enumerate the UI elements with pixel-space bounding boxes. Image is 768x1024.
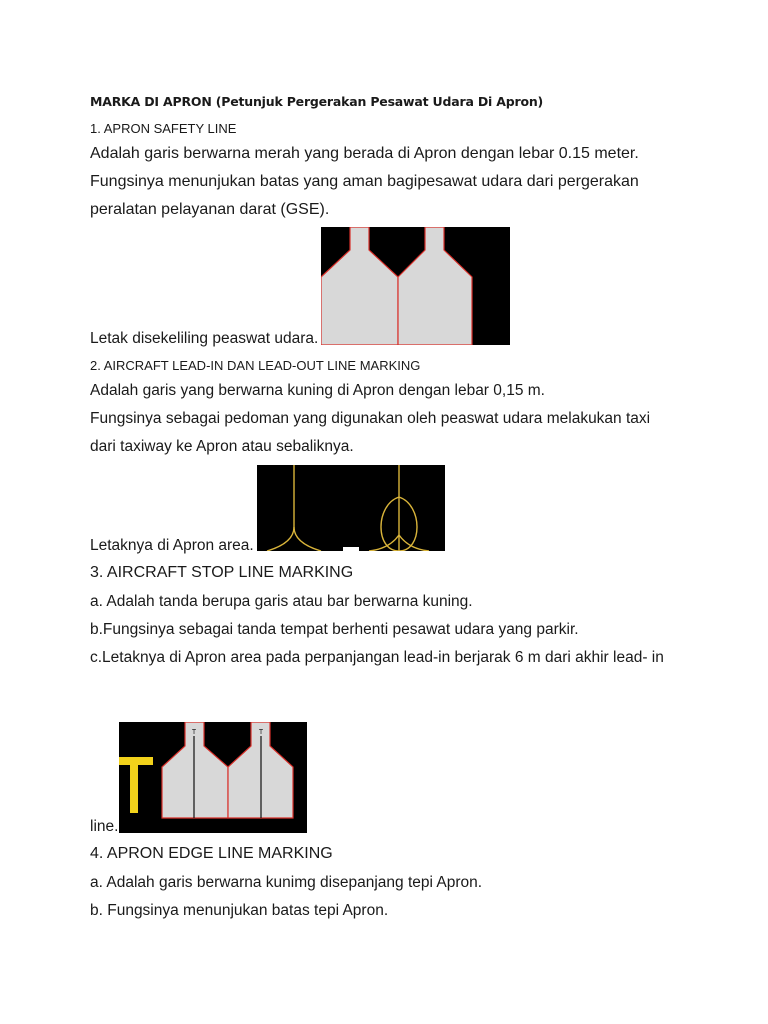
doc-title: MARKA DI APRON (Petunjuk Pergerakan Pesawat Udara Di Apron) bbox=[90, 94, 544, 109]
stop-line-figure bbox=[119, 722, 307, 833]
figure-gap bbox=[343, 547, 359, 551]
section-3-item-b: b.Fungsinya sebagai tanda tempat berhenti pesawat udara yang parkir. bbox=[90, 621, 579, 638]
section-4-item-b: b. Fungsinya menunjukan batas tepi Apron. bbox=[90, 902, 389, 919]
section-1-caption: Letak disekeliling peaswat udara. bbox=[90, 330, 319, 347]
section-3-item-a: a. Adalah tanda berupa garis atau bar berwarna kuning. bbox=[90, 593, 473, 610]
section-3-caption: line. bbox=[90, 818, 119, 835]
section-4-heading: 4. APRON EDGE LINE MARKING bbox=[90, 845, 333, 862]
section-2-line-2: Fungsinya sebagai pedoman yang digunakan oleh peaswat udara melakukan taxi bbox=[90, 410, 651, 427]
section-2-line-3: dari taxiway ke Apron atau sebaliknya. bbox=[90, 438, 354, 455]
section-1-line-3: peralatan pelayanan darat (GSE). bbox=[90, 201, 330, 218]
section-2-line-1: Adalah garis yang berwarna kuning di Apron dengan lebar 0,15 m. bbox=[90, 382, 545, 399]
section-1-line-2: Fungsinya menunjukan batas yang aman bagipesawat udara dari pergerakan bbox=[90, 173, 639, 190]
section-3-heading: 3. AIRCRAFT STOP LINE MARKING bbox=[90, 564, 354, 581]
lead-in-lead-out-figure bbox=[257, 465, 445, 551]
section-1-line-1: Adalah garis berwarna merah yang berada di Apron dengan lebar 0.15 meter. bbox=[90, 145, 639, 162]
section-4-item-a: a. Adalah garis berwarna kunimg disepanjang tepi Apron. bbox=[90, 874, 483, 891]
apron-safety-line-figure bbox=[321, 227, 510, 345]
stop-marker-right: T bbox=[258, 729, 264, 736]
section-2-caption: Letaknya di Apron area. bbox=[90, 537, 254, 554]
section-2-heading: 2. AIRCRAFT LEAD-IN DAN LEAD-OUT LINE MARKING bbox=[90, 358, 421, 373]
section-1-heading: 1. APRON SAFETY LINE bbox=[90, 121, 237, 136]
figure-background bbox=[257, 465, 445, 551]
section-3-item-c: c.Letaknya di Apron area pada perpanjangan lead-in berjarak 6 m dari akhir lead- in bbox=[90, 649, 664, 666]
stop-bar-horizontal bbox=[119, 757, 153, 765]
stop-marker-left: T bbox=[191, 729, 197, 736]
stop-bar-vertical bbox=[130, 758, 138, 813]
